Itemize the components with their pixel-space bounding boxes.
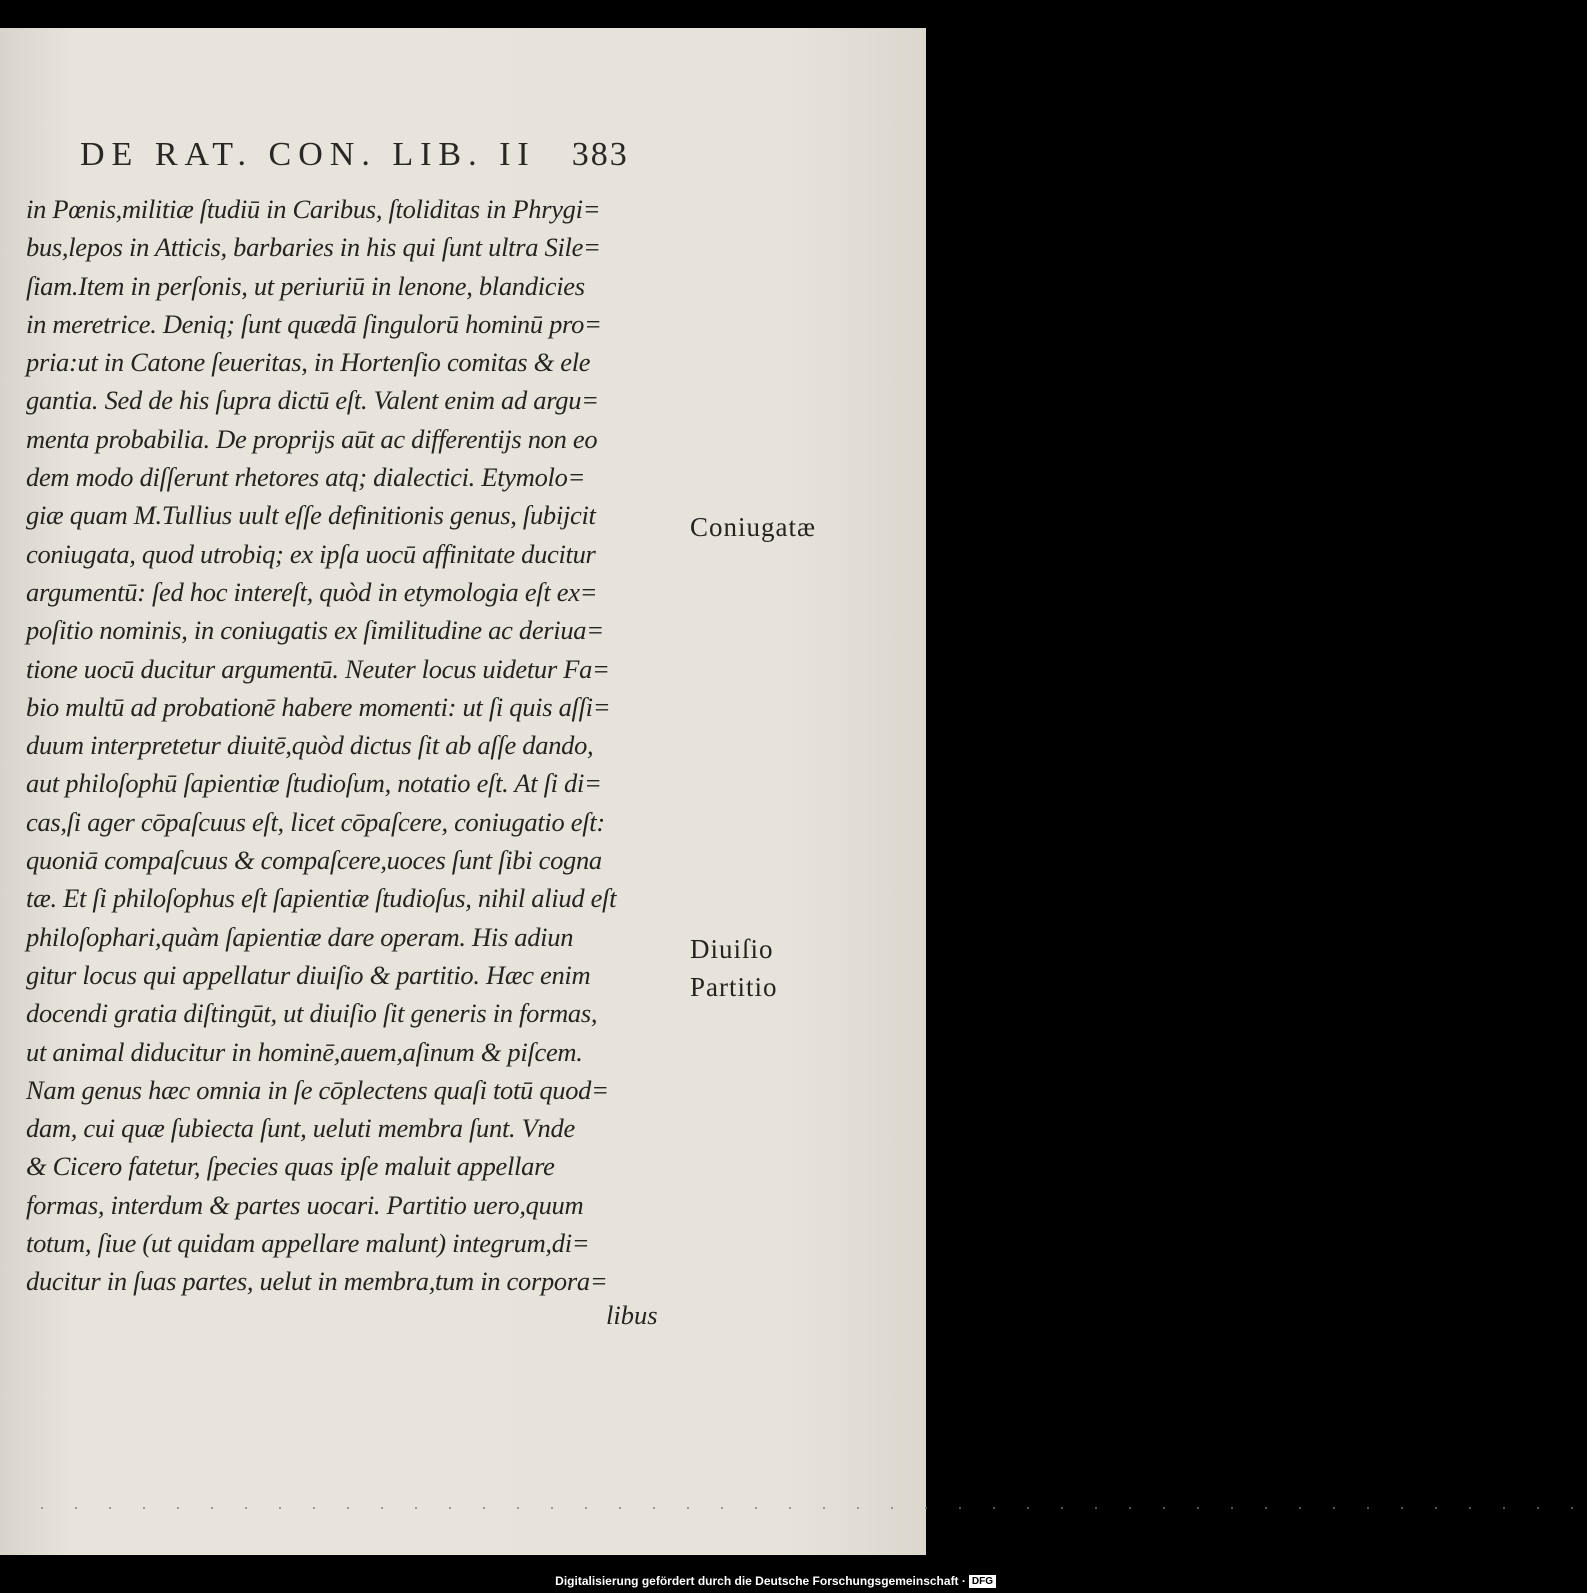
text-line: dam, cui quæ ſubiecta ſunt, ueluti membra ſunt. Vnde — [26, 1113, 575, 1144]
catchword: libus — [606, 1300, 658, 1330]
text-line: aut philoſophū ſapientiæ ſtudioſum, notatio eſt. At ſi di= — [26, 768, 602, 799]
text-line: dem modo diſſerunt rhetores atq; dialectici. Etymolo= — [26, 462, 586, 493]
text-line: quoniā compaſcuus & compaſcere,uoces ſunt ſibi cogna — [26, 845, 602, 876]
running-header — [80, 136, 629, 174]
text-line: menta probabilia. De proprijs aūt ac differentijs non eo — [26, 423, 598, 454]
text-line: philoſophari,quàm ſapientiæ dare operam. His adiun — [26, 921, 574, 952]
text-line: gantia. Sed de his ſupra dictū eſt. Valent enim ad argu= — [26, 385, 599, 416]
text-line: ſiam.Item in perſonis, ut periuriū in lenone, blandicies — [26, 270, 585, 301]
text-line: in Pœnis,militiæ ſtudiū in Caribus, ſtoliditas in Phrygi= — [26, 194, 601, 224]
credit-text: Digitalisierung gefördert durch die Deutsche Forschungsgemeinschaft · — [555, 1574, 966, 1588]
text-line: docendi gratia diſtingūt, ut diuiſio ſit generis in formas, — [26, 998, 598, 1029]
text-line: formas, interdum & partes uocari. Partitio uero,quum — [26, 1189, 584, 1220]
text-line: tæ. Et ſi philoſophus eſt ſapientiæ ſtudioſus, nihil aliud eſt — [26, 883, 617, 914]
dfg-logo: DFG — [969, 1575, 996, 1588]
text-line: totum, ſiue (ut quidam appellare malunt) integrum,di= — [26, 1228, 590, 1259]
text-line: giæ quam M.Tullius uult eſſe definitionis genus, ſubijcit — [26, 500, 596, 531]
text-line: gitur locus qui appellatur diuiſio & partitio. Hæc enim — [26, 959, 591, 990]
body-text — [26, 190, 676, 1301]
text-line: Nam genus hæc omnia in ſe cōplectens quaſi totū quod= — [26, 1074, 609, 1105]
text-line: pria:ut in Catone ſeueritas, in Hortenſio comitas & ele — [26, 347, 591, 378]
text-line: ut animal diducitur in hominē,auem,aſinum & piſcem. — [26, 1036, 583, 1067]
text-line: bio multū ad probationē habere momenti: ut ſi quis aſſi= — [26, 691, 611, 722]
text-line: cas,ſi ager cōpaſcuus eſt, licet cōpaſcere, coniugatio eſt: — [26, 806, 605, 837]
text-line: poſitio nominis, in coniugatis ex ſimilitudine ac deriua= — [26, 615, 604, 646]
text-line: argumentū: ſed hoc intereſt, quòd in etymologia eſt ex= — [26, 576, 598, 607]
text-line: & Cicero fatetur, ſpecies quas ipſe maluit appellare — [26, 1151, 555, 1182]
bottom-ornament-dots: . . . . . . . . . . . . . . . . . . . . . . . . . . . . . . . . . . . . . . . . . . . . . . — [40, 1496, 1587, 1513]
marginal-note-diuisio: Diuiſio — [690, 934, 774, 964]
text-line: duum interpretetur diuitē,quòd dictus ſit ab aſſe dando, — [26, 730, 594, 761]
text-line: in meretrice. Deniq; ſunt quædā ſingulorū hominū pro= — [26, 308, 602, 339]
book-page — [0, 28, 1587, 1555]
marginal-note-partitio: Partitio — [690, 972, 778, 1002]
text-line: bus,lepos in Atticis, barbaries in his qui ſunt ultra Sile= — [26, 232, 601, 263]
running-title: DE RAT. CON. LIB. II — [80, 136, 536, 173]
text-line: coniugata, quod utrobiq; ex ipſa uocū affinitate ducitur — [26, 538, 596, 569]
text-line: ducitur in ſuas partes, uelut in membra,tum in corpora= — [26, 1266, 608, 1297]
page-number: 383 — [571, 136, 629, 173]
digitization-credit — [555, 1574, 996, 1588]
marginal-note-coniugatae: Coniugatæ — [690, 512, 817, 542]
text-line: tione uocū ducitur argumentū. Neuter locus uidetur Fa= — [26, 653, 610, 684]
